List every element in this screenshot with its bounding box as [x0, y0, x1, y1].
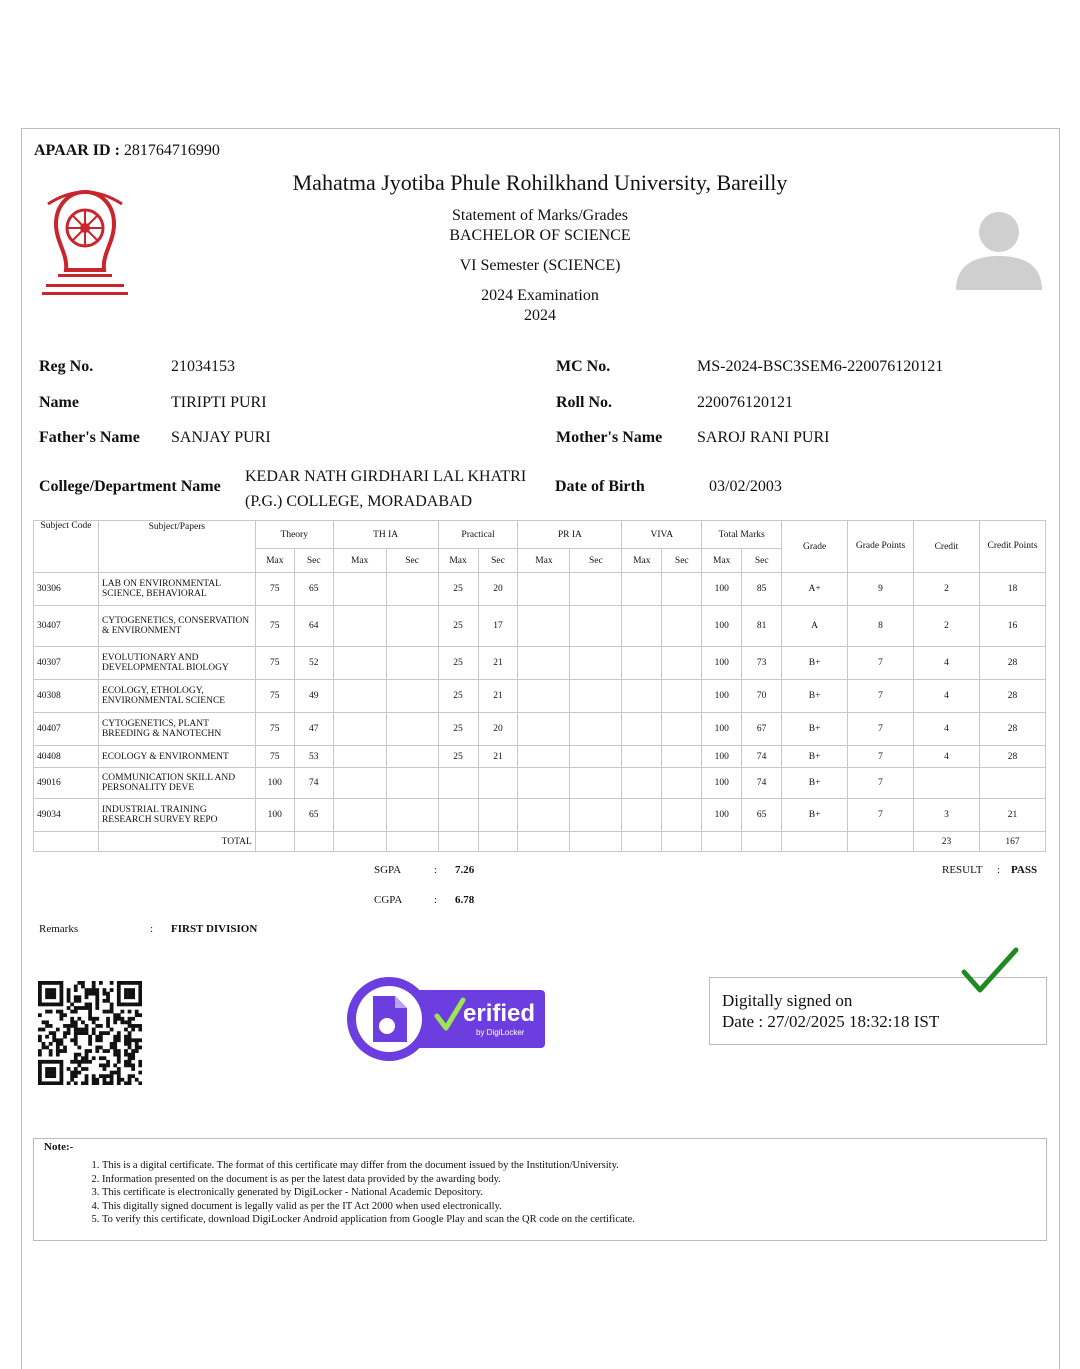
viva-max: [622, 768, 662, 799]
table-row: [34, 768, 1046, 799]
header-grade: Grade: [782, 521, 848, 573]
theory-sec: 49: [294, 680, 333, 713]
total-max: 100: [702, 647, 742, 680]
sgpa-value: 7.26: [455, 864, 475, 876]
total-sec: 74: [742, 768, 782, 799]
total-sec: 74: [742, 746, 782, 768]
pria-sec: [570, 647, 622, 680]
total-sec: 67: [742, 713, 782, 746]
total-sec: 70: [742, 680, 782, 713]
marks-table: [33, 520, 1046, 852]
theory-sec: 65: [294, 573, 333, 606]
practical-max: [438, 799, 478, 832]
viva-sec: [662, 680, 702, 713]
thia-max: [333, 573, 386, 606]
thia-max: [333, 606, 386, 647]
total-max: 100: [702, 746, 742, 768]
cgpa-value: 6.78: [455, 894, 475, 906]
grade: B+: [782, 768, 848, 799]
header-max: Max: [438, 549, 478, 573]
university-name: Mahatma Jyotiba Phule Rohilkhand University, Bareilly: [292, 170, 788, 195]
grade-points: 8: [848, 606, 914, 647]
subject-code: 30306: [34, 573, 99, 606]
theory-max: 75: [255, 606, 294, 647]
table-row: [34, 606, 1046, 647]
note-item: 3. This certificate is electronically generated by DigiLocker - National Academic Depository.: [102, 1186, 635, 1200]
pria-max: [518, 680, 570, 713]
name-value: TIRIPTI PURI: [171, 394, 267, 411]
table-row: [34, 799, 1046, 832]
notes-title: Note:-: [44, 1141, 74, 1153]
practical-max: 25: [438, 680, 478, 713]
credit: 4: [914, 746, 980, 768]
theory-max: 75: [255, 746, 294, 768]
subject-code: 49016: [34, 768, 99, 799]
signature-line1: Digitally signed on: [722, 991, 853, 1010]
practical-max: 25: [438, 746, 478, 768]
subject-code: 49034: [34, 799, 99, 832]
header-max: Max: [702, 549, 742, 573]
sgpa-colon: :: [434, 864, 438, 876]
theory-sec: 74: [294, 768, 333, 799]
pria-max: [518, 647, 570, 680]
practical-sec: 20: [478, 713, 518, 746]
credit: 2: [914, 573, 980, 606]
exam-block: [340, 286, 740, 326]
verified-text: erified: [463, 1000, 536, 1027]
header-credit-points: Credit Points: [979, 521, 1045, 573]
credit: [914, 768, 980, 799]
header-subject-papers: Subject/Papers: [98, 521, 255, 573]
practical-sec: 20: [478, 573, 518, 606]
pria-sec: [570, 768, 622, 799]
header-sec: Sec: [742, 549, 782, 573]
dob-value: 03/02/2003: [709, 478, 782, 495]
pria-sec: [570, 746, 622, 768]
university-logo: [38, 184, 132, 304]
header-credit: Credit: [914, 521, 980, 573]
grade-points: 7: [848, 768, 914, 799]
subject-code: 40308: [34, 680, 99, 713]
sgpa-label: SGPA: [374, 864, 402, 876]
subject-paper: CYTOGENETICS, PLANT BREEDING & NANOTECHN: [98, 713, 255, 746]
total-max: 100: [702, 606, 742, 647]
grade-points: 9: [848, 573, 914, 606]
mc-value: MS-2024-BSC3SEM6-220076120121: [697, 358, 944, 375]
total-max: 100: [702, 573, 742, 606]
grade: B+: [782, 746, 848, 768]
header-grade-points: Grade Points: [848, 521, 914, 573]
header-practical: Practical: [438, 521, 518, 549]
grade: A+: [782, 573, 848, 606]
thia-max: [333, 746, 386, 768]
grade-points: 7: [848, 799, 914, 832]
pria-sec: [570, 573, 622, 606]
thia-max: [333, 768, 386, 799]
viva-sec: [662, 606, 702, 647]
pria-max: [518, 713, 570, 746]
practical-sec: [478, 768, 518, 799]
thia-max: [333, 647, 386, 680]
remarks-colon: :: [150, 923, 154, 935]
subject-paper: EVOLUTIONARY AND DEVELOPMENTAL BIOLOGY: [98, 647, 255, 680]
total-label: TOTAL: [98, 832, 255, 852]
practical-sec: 21: [478, 680, 518, 713]
thia-sec: [386, 573, 438, 606]
pria-max: [518, 606, 570, 647]
total-sec: 65: [742, 799, 782, 832]
credit: 3: [914, 799, 980, 832]
reg-value: 21034153: [171, 358, 235, 375]
theory-sec: 47: [294, 713, 333, 746]
practical-max: 25: [438, 713, 478, 746]
student-photo-placeholder-icon: [954, 208, 1044, 290]
total-credit: 23: [914, 832, 980, 852]
practical-max: 25: [438, 606, 478, 647]
degree-name: BACHELOR OF SCIENCE: [449, 227, 631, 244]
theory-max: 75: [255, 680, 294, 713]
subject-code: 30407: [34, 606, 99, 647]
semester: VI Semester (SCIENCE): [459, 257, 621, 274]
table-row: [34, 746, 1046, 768]
digilocker-verified-badge: [345, 976, 547, 1062]
remarks-value: FIRST DIVISION: [171, 923, 258, 935]
theory-max: 100: [255, 799, 294, 832]
thia-sec: [386, 768, 438, 799]
reg-label: Reg No.: [39, 358, 94, 375]
theory-sec: 52: [294, 647, 333, 680]
practical-sec: 21: [478, 647, 518, 680]
remarks-label: Remarks: [39, 923, 79, 935]
credit: 4: [914, 647, 980, 680]
college-line2: (P.G.) COLLEGE, MORADABAD: [245, 493, 473, 510]
pria-sec: [570, 606, 622, 647]
total-sec: 73: [742, 647, 782, 680]
notes-box: [33, 1138, 1047, 1241]
viva-max: [622, 573, 662, 606]
father-value: SANJAY PURI: [171, 429, 271, 446]
grade: B+: [782, 799, 848, 832]
statement-block: [340, 206, 740, 246]
cgpa-label: CGPA: [374, 894, 403, 906]
pria-max: [518, 746, 570, 768]
notes-list: [88, 1159, 635, 1227]
header-sec: Sec: [478, 549, 518, 573]
total-sec: 81: [742, 606, 782, 647]
viva-max: [622, 680, 662, 713]
roll-value: 220076120121: [697, 394, 793, 411]
exam-year: 2024: [524, 307, 556, 324]
header-theory: Theory: [255, 521, 333, 549]
practical-max: 25: [438, 573, 478, 606]
table-row: [34, 680, 1046, 713]
total-row-blank: [34, 832, 99, 852]
total-credit-points: 167: [979, 832, 1045, 852]
apaar-label: APAAR ID :: [34, 142, 120, 159]
grade-points: 7: [848, 647, 914, 680]
grade: B+: [782, 680, 848, 713]
note-item: 5. To verify this certificate, download DigiLocker Android application from Google Play and scan the QR code on the certificate.: [102, 1213, 635, 1227]
viva-max: [622, 606, 662, 647]
statement-title: Statement of Marks/Grades: [452, 207, 628, 224]
total-sec: 85: [742, 573, 782, 606]
practical-sec: [478, 799, 518, 832]
credit: 4: [914, 680, 980, 713]
grade: A: [782, 606, 848, 647]
thia-max: [333, 713, 386, 746]
viva-sec: [662, 713, 702, 746]
credit-points: 16: [979, 606, 1045, 647]
credit-points: 28: [979, 647, 1045, 680]
pria-max: [518, 799, 570, 832]
viva-sec: [662, 573, 702, 606]
thia-sec: [386, 746, 438, 768]
header-sec: Sec: [386, 549, 438, 573]
name-label: Name: [39, 394, 79, 411]
header-viva: VIVA: [622, 521, 702, 549]
college-line1: KEDAR NATH GIRDHARI LAL KHATRI: [245, 468, 527, 485]
viva-max: [622, 713, 662, 746]
practical-max: [438, 768, 478, 799]
signature-date: Date : 27/02/2025 18:32:18 IST: [722, 1012, 940, 1031]
credit: 2: [914, 606, 980, 647]
viva-sec: [662, 768, 702, 799]
thia-max: [333, 680, 386, 713]
result-label: RESULT: [942, 864, 983, 876]
cgpa-colon: :: [434, 894, 438, 906]
qr-code-icon: [38, 981, 142, 1085]
credit-points: 18: [979, 573, 1045, 606]
subject-paper: ECOLOGY, ETHOLOGY, ENVIRONMENTAL SCIENCE: [98, 680, 255, 713]
header-max: Max: [255, 549, 294, 573]
theory-sec: 65: [294, 799, 333, 832]
grade: B+: [782, 647, 848, 680]
note-item: 1. This is a digital certificate. The format of this certificate may differ from the document issued by the Institution/University.: [102, 1159, 635, 1173]
table-row: [34, 647, 1046, 680]
green-check-icon: [960, 946, 1020, 996]
header-thia: TH IA: [333, 521, 438, 549]
subject-paper: ECOLOGY & ENVIRONMENT: [98, 746, 255, 768]
mc-label: MC No.: [556, 358, 611, 375]
pria-max: [518, 573, 570, 606]
total-max: 100: [702, 799, 742, 832]
header-max: Max: [622, 549, 662, 573]
grade-points: 7: [848, 713, 914, 746]
subject-paper: LAB ON ENVIRONMENTAL SCIENCE, BEHAVIORAL: [98, 573, 255, 606]
credit-points: [979, 768, 1045, 799]
viva-max: [622, 647, 662, 680]
header-sec: Sec: [570, 549, 622, 573]
pria-max: [518, 768, 570, 799]
exam-name: 2024 Examination: [481, 287, 599, 304]
roll-label: Roll No.: [556, 394, 612, 411]
college-label: College/Department Name: [39, 478, 221, 495]
total-max: 100: [702, 713, 742, 746]
mother-label: Mother's Name: [556, 429, 663, 446]
viva-max: [622, 799, 662, 832]
header-pria: PR IA: [518, 521, 622, 549]
credit-points: 28: [979, 680, 1045, 713]
subject-code: 40408: [34, 746, 99, 768]
practical-sec: 17: [478, 606, 518, 647]
note-item: 4. This digitally signed document is legally valid as per the IT Act 2000 when used electronically.: [102, 1200, 635, 1214]
practical-max: 25: [438, 647, 478, 680]
thia-sec: [386, 606, 438, 647]
practical-sec: 21: [478, 746, 518, 768]
viva-sec: [662, 799, 702, 832]
grade: B+: [782, 713, 848, 746]
verified-subtext: by DigiLocker: [476, 1028, 525, 1037]
theory-max: 75: [255, 573, 294, 606]
theory-max: 75: [255, 647, 294, 680]
theory-sec: 53: [294, 746, 333, 768]
subject-paper: CYTOGENETICS, CONSERVATION & ENVIRONMENT: [98, 606, 255, 647]
grade-points: 7: [848, 746, 914, 768]
viva-max: [622, 746, 662, 768]
college-value: [245, 464, 526, 514]
pria-sec: [570, 713, 622, 746]
theory-max: 100: [255, 768, 294, 799]
pria-sec: [570, 799, 622, 832]
subject-code: 40307: [34, 647, 99, 680]
dob-label: Date of Birth: [555, 478, 645, 495]
header-total-marks: Total Marks: [702, 521, 782, 549]
thia-sec: [386, 799, 438, 832]
credit: 4: [914, 713, 980, 746]
header-max: Max: [518, 549, 570, 573]
note-item: 2. Information presented on the document is as per the latest data provided by the awarding body.: [102, 1173, 635, 1187]
mother-value: SAROJ RANI PURI: [697, 429, 830, 446]
total-max: 100: [702, 768, 742, 799]
subject-code: 40407: [34, 713, 99, 746]
thia-max: [333, 799, 386, 832]
credit-points: 28: [979, 713, 1045, 746]
subject-paper: INDUSTRIAL TRAINING RESEARCH SURVEY REPO: [98, 799, 255, 832]
apaar-id: [34, 142, 220, 160]
grade-points: 7: [848, 680, 914, 713]
pria-sec: [570, 680, 622, 713]
total-max: 100: [702, 680, 742, 713]
subject-paper: COMMUNICATION SKILL AND PERSONALITY DEVE: [98, 768, 255, 799]
header-sec: Sec: [662, 549, 702, 573]
apaar-value: 281764716990: [123, 142, 220, 159]
credit-points: 28: [979, 746, 1045, 768]
thia-sec: [386, 647, 438, 680]
result-value: PASS: [1011, 864, 1038, 876]
table-row: [34, 713, 1046, 746]
header-sec: Sec: [294, 549, 333, 573]
header-max: Max: [333, 549, 386, 573]
viva-sec: [662, 746, 702, 768]
table-row: [34, 573, 1046, 606]
result-colon: :: [997, 864, 1001, 876]
viva-sec: [662, 647, 702, 680]
thia-sec: [386, 713, 438, 746]
theory-max: 75: [255, 713, 294, 746]
thia-sec: [386, 680, 438, 713]
credit-points: 21: [979, 799, 1045, 832]
father-label: Father's Name: [39, 429, 140, 446]
header-subject-code: Subject Code: [34, 521, 99, 573]
theory-sec: 64: [294, 606, 333, 647]
